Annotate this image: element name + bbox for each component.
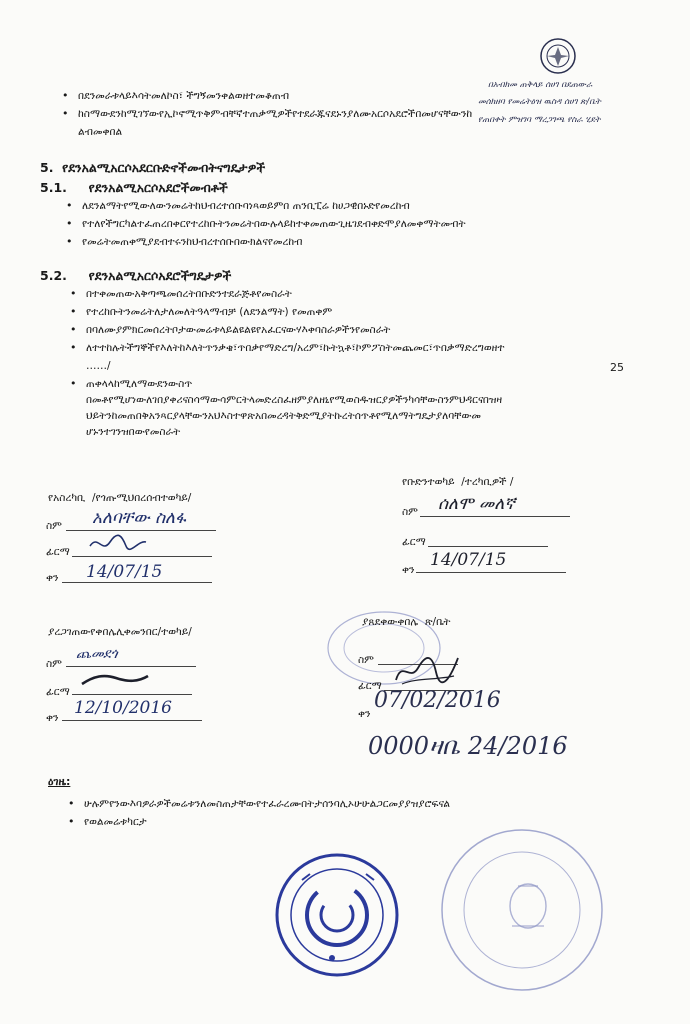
emblem-icon [538,36,578,76]
sig-left1-name-label: ስም [46,520,62,532]
sig-right1-name-label: ስም [402,506,418,518]
sig-right2-signature-icon [392,650,462,690]
section-5-1-title: 5.1. የደንአልሚአርሶአደሮችመብቶች [40,180,228,195]
sig-left1-name-value: አለባቸው ስለፋ [92,508,186,528]
sig-right2-heading: ያጸደቀውቀበሌ ጽ/ቤት [362,616,451,628]
sig-right2-sign-label: ፊርማ [358,680,382,692]
bullet-icon: • [68,797,75,810]
section-5-2-title: 5.2. የደንአልሚአርሶአደሮችግዴታዎች [40,268,232,283]
rights-bullet-3 [66,234,303,250]
faded-round-stamp-icon [438,826,606,994]
note-title: ዕገዜ: [48,775,71,788]
sig-left2-name-underline [66,666,196,667]
stamp-text-line2: መሰክዘባ የመሬትዕዝ ዉስዳ ሰሀገ ጽ/ቤት [478,97,601,107]
sig-left2-signature-icon [80,670,150,690]
bullet-text: በደንመራቱላይእሳትመለኮስ፣ ችግኝመንቀልወዘተመቆጠብ [78,90,290,102]
top-bullet-2-cont: ልብመቀበል [78,126,123,138]
handwritten-note: 0000ዛቤ 24/2016 [368,732,568,760]
bullet-icon: • [70,287,77,300]
bullet-text: በባለሙያምክርመሰረትቦታውመሬቱላይልዩልዩየአፈርናውሃእቀባስራዎችንየመስራት [86,324,391,336]
sig-right1-date-value: 14/07/15 [430,550,507,570]
duties-bullet-5-line2: በመቶየሚሆነውለገበያቀሪናስሳማውሳምርትላመድረስፈዘምያለዘኒየሚወስዱዝርያዎችንካሳቸውስንምህዳርናበዝዛ [86,394,503,406]
sig-right1-name-underline [420,516,570,517]
sig-right1-heading: የቡድንተወካይ /ተረካቢዎች / [402,476,514,488]
stamp-text-line3: የጠበቀት ምዝገባ ማረጋገጫ የስራ ሂደት [478,115,601,125]
duties-bullet-1 [70,286,292,302]
bullet-icon: • [70,305,77,318]
sig-left1-name-underline [66,530,216,531]
sig-left2-name-value: ጨመደጎ [76,646,118,662]
bottom-left-stamp [272,850,402,980]
bullet-text: ጠቀላላከሚለማውደንውስጥ [86,378,193,390]
sig-right1-sign-label: ፊርማ [402,536,426,548]
bullet-text: የወልመሬቱካርታ [84,816,147,828]
bullet-text: የመሬትመጠቀሚያደብተሩንከህብረተሰቡበውክልናየመረከብ [82,236,303,248]
sig-left2-date-label: ቀን [46,712,59,724]
sig-right1-sign-underline [428,546,548,547]
bullet-text: ለደንልማትየሚውለውንመሬትከህብረተሰቡባነጻወይምበ ጠንቢፒሬ ከሀጋዊበኑድየመረከብ [82,200,410,212]
bottom-right-stamp [438,826,606,994]
duties-bullet-5 [70,376,193,392]
sig-left1-sign-label: ፊርማ [46,546,70,558]
bullet-icon: • [70,323,77,336]
sig-left1-date-value: 14/07/15 [86,562,163,582]
rights-bullet-2 [66,216,466,232]
sig-right1-date-label: ቀን [402,564,415,576]
bullet-icon: • [70,377,77,390]
bullet-text: ሁሉምየንውእባዎራዎችመሬቱንለመስጠታቸውየተፈራረሙበትታሰንባሊኦሁሁልጋርመያያዝያሮፍናል [84,798,451,810]
sig-right2-date-label: ቀን [358,708,371,720]
section-5-title: 5. የደንአልሚአርሶአደርቡድኖችመብትናግዴታዎች [40,160,266,175]
duties-bullet-3 [70,322,391,338]
note-bullet-2 [68,814,147,830]
bullet-text: ከስማውደንከሚገኘውየኢኮኖሚጥቅምብቸኛተጠቃሚዎችየተደራጁናደኑንያለሙአርሶአደሮችበመሆናቸውንከ [78,108,473,120]
duties-ellipsis: ……/ [86,360,111,372]
sig-left2-date-value: 12/10/2016 [74,698,172,718]
note-bullet-1 [68,796,451,812]
bullet-text: በተቀመጠውአቅጣጫመሰረትበቡድንተደራጅቶየመስራት [86,288,292,300]
bullet-text: ለተተከሉትችግኞችየእለትከእለትጥንቃቄ፣ጥበቃየማድረግ/አረም፣ኩትኳቶ፣ኮምፖስትመጨመር፣ጥበቃማድረግወዘተ [86,342,505,354]
duties-bullet-4 [70,340,606,356]
sig-right2-name-label: ስም [358,654,374,666]
rights-bullet-1 [66,198,410,214]
bullet-icon: • [66,217,73,230]
duties-bullet-5-line3: ህይትንከመጠበቅአንጻርያላቸውንአህእስተዋጽአበመረዳትቅድሚያትኩረትሰጥቶየሚለማትግዴታያለባቸውመ [86,410,482,422]
duties-bullet-5-line4: ሆኑንተገንዝበውየመስራት [86,426,181,438]
bullet-text: የተረከቡትንመሬትለታለመለትዓላማብቻ (ለደንልማት) የመጠቀም [86,306,333,318]
bullet-icon: • [70,341,77,354]
sig-left1-date-label: ቀን [46,572,59,584]
bullet-icon: • [66,199,73,212]
round-stamp-icon [272,850,402,980]
bullet-icon: • [62,107,69,120]
page-number: 25 [610,361,624,374]
stamp-text-line1: በአብክመ ጠቅላይ ሰሀገ በደጠውራ [488,80,593,90]
bullet-icon: • [66,235,73,248]
sig-left1-sign-underline [72,556,212,557]
sig-left2-heading: ያረጋገጠውየቀበሌሊቀመንበር/ተወካይ/ [48,626,192,638]
bullet-icon: • [62,89,69,102]
sig-left2-sign-label: ፊርማ [46,686,70,698]
top-bullet-1 [62,88,290,104]
sig-left1-signature-icon [88,532,148,556]
top-bullet-2 [62,106,578,122]
sig-left2-name-label: ስም [46,658,62,670]
top-right-emblem [538,36,578,76]
sig-left2-sign-underline [72,694,192,695]
sig-left1-date-underline [62,582,212,583]
sig-right2-date-value: 07/02/2016 [374,688,501,713]
sig-left1-heading: የአስረካቢ /የጎጡሚህበረሰብተወካይ/ [48,492,192,504]
sig-left2-date-underline [62,720,202,721]
bullet-icon: • [68,815,75,828]
sig-right1-date-underline [416,572,566,573]
duties-bullet-2 [70,304,333,320]
sig-right1-name-value: ሰለሞ መለኛ [438,494,516,514]
bullet-text: የተለየችግርካልተፈጠረበቀርየተረከቡትንመሬትበውሉላይከተቀመጠውጊዜገደብቀድሞያለመቀማትመብት [82,218,466,230]
